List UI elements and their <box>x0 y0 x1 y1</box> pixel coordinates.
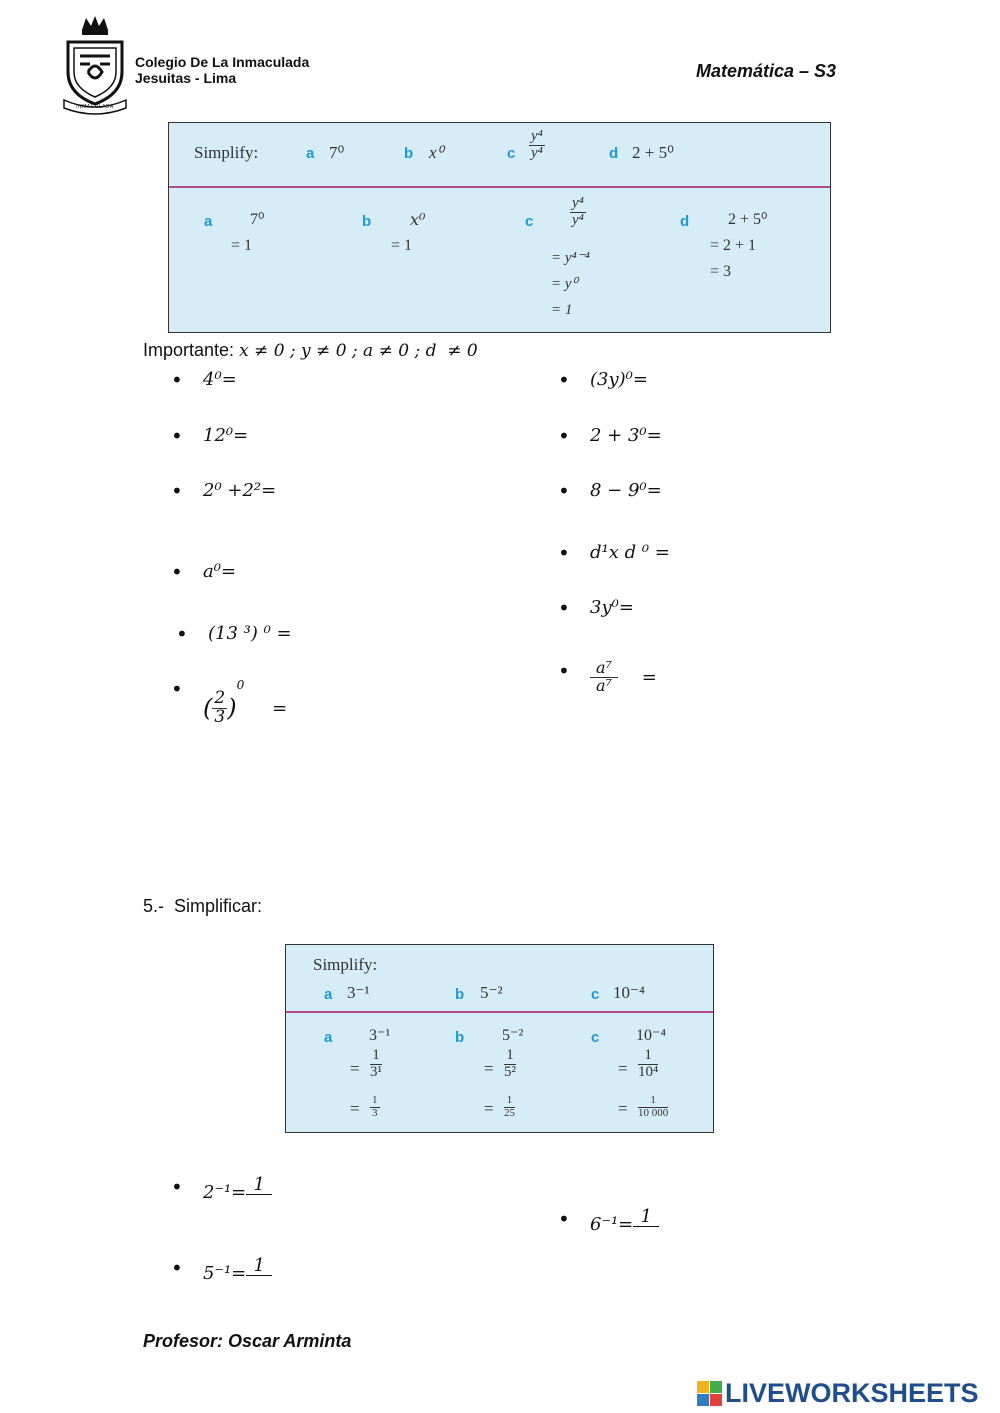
exercise-left-3: • 2⁰ +2²= <box>203 480 276 501</box>
teacher-name: Profesor: Oscar Arminta <box>143 1331 352 1351</box>
example1-label-b: b <box>404 145 414 162</box>
example1-divider <box>169 186 830 188</box>
example1-question-c <box>529 129 545 162</box>
neg-exercise-2-expr: 5⁻¹= <box>203 1263 247 1284</box>
liveworksheets-brand[interactable] <box>697 1377 979 1409</box>
example1-sol-label-b: b <box>362 213 372 230</box>
example2-sol-c-res-den: 10 000 <box>638 1106 669 1119</box>
example1-prompt: Simplify: <box>194 143 259 162</box>
exercise-left-2: • 12⁰= <box>203 425 248 446</box>
example2-sol-label-a: a <box>324 1029 333 1046</box>
example2-sol-c-frac1 <box>638 1048 658 1081</box>
exercise-left-6-den: 3 <box>214 706 226 727</box>
example2-sol-c-res-num: 1 <box>638 1095 668 1108</box>
example2-sol-c-head: 10⁻⁴ <box>636 1027 667 1044</box>
example-box-zero-exponent <box>168 122 831 333</box>
example2-label-b: b <box>455 986 465 1003</box>
example-box-negative-exponent <box>285 944 714 1133</box>
exercise-left-5: • (13 ³) ⁰ = <box>208 623 292 644</box>
example1-sol-b-line2: = 1 <box>391 237 413 254</box>
example1-sol-c-line3: = 1 <box>551 302 573 318</box>
example2-question-c: 10⁻⁴ <box>613 983 645 1002</box>
neg-exercise-3-expr: 6⁻¹= <box>590 1214 634 1235</box>
exercise-right-6-num: • a⁷ <box>590 660 618 678</box>
example1-sol-label-a: a <box>204 213 213 230</box>
example2-question-a: 3⁻¹ <box>347 983 370 1002</box>
exercise-left-6-exp: 0 <box>236 678 245 692</box>
neg-exercise-2 <box>203 1257 272 1284</box>
example2-sol-a-num: 1 <box>370 1048 382 1065</box>
example2-sol-b-den: 5² <box>504 1063 516 1080</box>
school-name <box>135 54 309 86</box>
example2-sol-c-frac2 <box>638 1095 668 1119</box>
example1-sol-label-c: c <box>525 213 534 230</box>
neg-exercise-1-answer[interactable]: 1 <box>246 1176 272 1195</box>
example2-sol-c-den: 10⁴ <box>638 1063 659 1080</box>
example2-sol-a-res-num: 1 <box>372 1094 378 1106</box>
example1-solution-c <box>551 245 590 323</box>
liveworksheets-logo-icon <box>697 1381 722 1406</box>
liveworksheets-wordmark: LIVEWORKSHEETS <box>725 1377 979 1408</box>
example2-sol-label-b: b <box>455 1029 465 1046</box>
section-5-title: 5.- Simplificar: <box>143 896 263 916</box>
example1-solution-b <box>391 207 425 259</box>
neg-exercise-3 <box>590 1208 659 1235</box>
neg-exercise-3-answer[interactable]: 1 <box>633 1208 659 1227</box>
example2-sol-b-frac1 <box>504 1048 516 1081</box>
example2-sol-a-frac1 <box>370 1048 382 1081</box>
example2-sol-b-eq2: = <box>484 1099 494 1118</box>
example2-sol-label-c: c <box>591 1029 600 1046</box>
example1-question-c-num: y⁴ <box>531 128 543 144</box>
crest-motto: INMACULADA <box>76 104 114 110</box>
example2-sol-b-head: 5⁻² <box>502 1027 524 1044</box>
exercise-left-6-eq: = <box>272 697 288 719</box>
example2-divider <box>286 1011 713 1013</box>
example1-sol-c-line2: = y⁰ <box>551 276 578 292</box>
example1-label-d: d <box>609 145 619 162</box>
example2-sol-c-eq2: = <box>618 1099 628 1118</box>
example1-sol-b-line1: x⁰ <box>410 210 426 229</box>
example1-sol-label-d: d <box>680 213 690 230</box>
example2-sol-a-head: 3⁻¹ <box>369 1027 391 1044</box>
example2-sol-b-res-num: 1 <box>504 1095 515 1108</box>
exercise-left-1: • 4⁰= <box>203 369 237 390</box>
example1-question-d: 2 + 5⁰ <box>632 143 674 162</box>
exercise-right-3: • 8 − 9⁰= <box>590 480 662 501</box>
example1-sol-d-line1: 2 + 5⁰ <box>728 211 768 228</box>
example2-sol-c-eq1: = <box>618 1059 628 1078</box>
example1-sol-d-line3: = 3 <box>710 263 732 280</box>
school-crest <box>60 12 130 116</box>
example2-label-c: c <box>591 986 600 1003</box>
exercise-left-6-num: 2 <box>214 687 226 708</box>
exercise-right-1: • (3y)⁰= <box>590 369 648 390</box>
example2-sol-b-eq1: = <box>484 1059 494 1078</box>
exercise-right-5: • 3y⁰= <box>590 597 634 618</box>
example1-sol-a-line2: = 1 <box>231 237 253 254</box>
exercise-right-2: • 2 + 3⁰= <box>590 425 662 446</box>
example1-solution-d <box>710 207 767 285</box>
subject-title: Matemática – S3 <box>696 61 837 81</box>
example2-sol-b-res-den: 25 <box>504 1106 515 1119</box>
exercise-right-6-den: a⁷ <box>596 675 612 695</box>
example1-question-a: 7⁰ <box>329 143 345 162</box>
exercise-right-6 <box>590 660 657 695</box>
example1-sol-a-line1: 7⁰ <box>250 211 265 228</box>
example1-question-b: x⁰ <box>429 143 444 162</box>
example1-solution-c-fraction <box>570 196 586 229</box>
neg-exercise-1 <box>203 1176 272 1203</box>
exercise-right-6-eq: = <box>641 666 657 688</box>
school-name-line1: Colegio De La Inmaculada <box>135 54 310 70</box>
important-label: Importante: <box>143 340 235 360</box>
example1-sol-d-line2: = 2 + 1 <box>710 237 757 254</box>
example1-sol-c-line1: = y⁴⁻⁴ <box>551 250 590 266</box>
exercise-left-6: • ( $\frac{2}{3}$ )$^0$ = <box>203 678 287 726</box>
exercise-left-4: • a⁰= <box>203 561 236 582</box>
example1-sol-c-num: y⁴ <box>572 195 584 211</box>
example2-sol-a-den: 3¹ <box>370 1063 382 1080</box>
important-condition: x ≠ 0 ; y ≠ 0 ; a ≠ 0 ; d ≠ 0 <box>239 341 478 361</box>
school-name-line2: Jesuitas - Lima <box>135 70 237 86</box>
example2-prompt: Simplify: <box>313 955 378 974</box>
example2-sol-b-frac2 <box>504 1095 515 1119</box>
neg-exercise-1-expr: 2⁻¹= <box>203 1182 247 1203</box>
example1-label-c: c <box>507 145 516 162</box>
example1-label-a: a <box>306 145 315 162</box>
example1-question-c-den: y⁴ <box>531 144 543 161</box>
example2-sol-a-res-den: 3 <box>372 1106 378 1119</box>
example2-sol-a-frac2 <box>370 1095 380 1119</box>
exercise-right-4: • d¹x d ⁰ = <box>590 542 670 563</box>
example2-label-a: a <box>324 986 333 1003</box>
example2-question-b: 5⁻² <box>480 983 503 1002</box>
example2-sol-b-num: 1 <box>504 1048 516 1065</box>
important-note <box>143 340 478 361</box>
example1-sol-c-den: y⁴ <box>572 211 584 228</box>
example2-sol-a-eq2: = <box>350 1099 360 1118</box>
example1-solution-a <box>231 207 264 259</box>
example2-sol-a-eq1: = <box>350 1059 360 1078</box>
example2-sol-c-num: 1 <box>638 1048 658 1065</box>
neg-exercise-2-answer[interactable]: 1 <box>246 1257 272 1276</box>
